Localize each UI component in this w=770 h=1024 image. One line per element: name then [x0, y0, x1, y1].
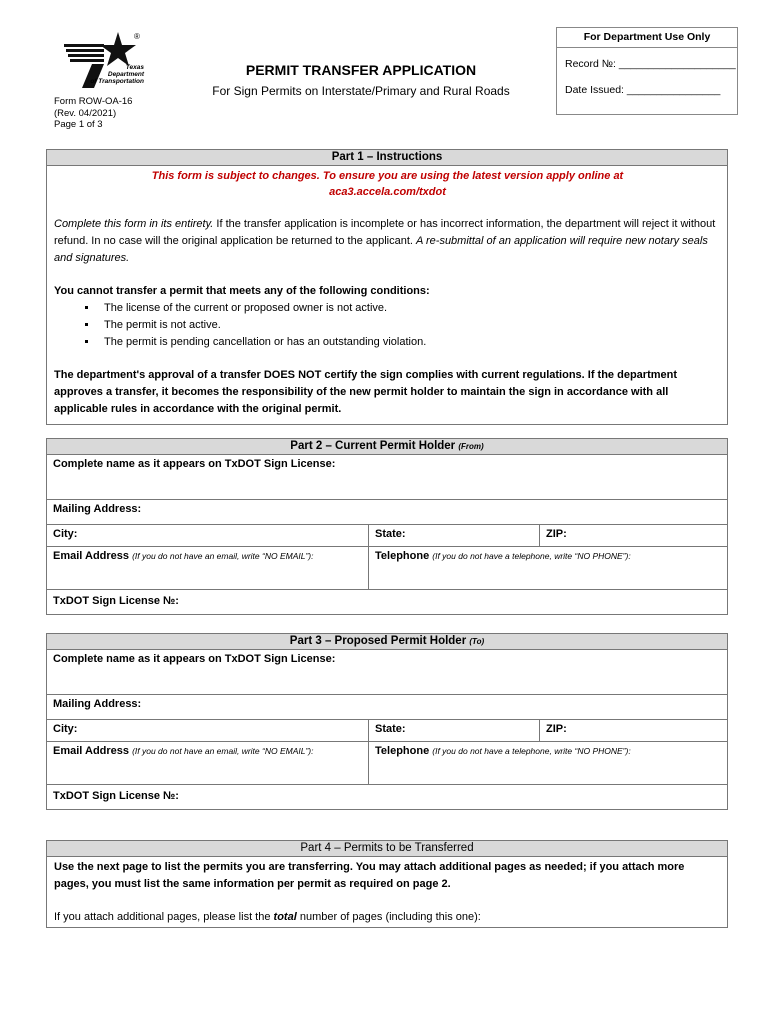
list-item: ▪ The permit is pending cancellation or has an outstanding violation. [98, 334, 721, 351]
current-email-field[interactable] [47, 547, 368, 589]
part3-hint: (To) [469, 637, 485, 646]
current-mailing-row [47, 500, 727, 525]
trademark-symbol: ® [134, 32, 140, 41]
total-pages-text-end: number of pages (including this one): [296, 911, 481, 923]
current-state-field[interactable]: State: [368, 525, 539, 546]
total-pages-text: If you attach additional pages, please list the [54, 911, 274, 923]
org-line-2: Department [107, 71, 144, 78]
form-identifier [54, 96, 132, 131]
proposed-license-row [47, 785, 727, 809]
part2-current-holder [46, 438, 728, 615]
proposed-mailing-field[interactable]: Mailing Address: [53, 698, 142, 710]
part3-heading [47, 634, 727, 650]
part3-proposed-holder [46, 633, 728, 810]
proposed-name-field[interactable]: Complete name as it appears on TxDOT Sign License: [53, 653, 336, 665]
current-city-row [47, 525, 727, 547]
phone-label: Telephone [375, 550, 430, 562]
part3-title: Part 3 – Proposed Permit Holder [289, 635, 467, 647]
part4-heading: Part 4 – Permits to be Transferred [47, 841, 727, 857]
proposed-city-field[interactable]: City: [53, 723, 78, 735]
current-contact-row [47, 547, 727, 590]
part1-instructions [46, 149, 728, 425]
resubmittal-note: A re-submittal of an application will require new notary seals and signatures. [54, 235, 708, 264]
phone-label: Telephone [375, 745, 430, 757]
current-zip-field[interactable]: ZIP: [539, 525, 727, 546]
department-use-heading: For Department Use Only [557, 28, 737, 48]
page-indicator: Page 1 of 3 [54, 119, 103, 130]
form-number: Form ROW-OA-16 [54, 96, 133, 107]
form-revision: (Rev. 04/2021) [54, 107, 117, 119]
phone-hint: (If you do not have a telephone, write “NO PHONE”): [432, 746, 631, 756]
phone-hint: (If you do not have a telephone, write “NO PHONE”): [432, 551, 631, 561]
proposed-state-field[interactable]: State: [368, 720, 539, 741]
part2-hint: (From) [458, 442, 484, 451]
version-notice-line1: This form is subject to changes. To ensure you are using the latest version apply online at [151, 170, 624, 182]
org-line-3: of Transportation [90, 78, 144, 85]
current-phone-field[interactable] [368, 547, 727, 589]
current-license-row [47, 590, 727, 614]
page-title: PERMIT TRANSFER APPLICATION [245, 62, 477, 78]
completion-emphasis: Complete this form in its entirety. [54, 218, 214, 230]
proposed-email-field[interactable] [47, 742, 368, 784]
version-notice [54, 168, 721, 200]
page-subtitle: For Sign Permits on Interstate/Primary and Rural Roads [212, 84, 510, 98]
total-pages-field[interactable] [54, 909, 721, 926]
completion-text: If the transfer application is incomplete or has incorrect information, the department will reject it without refund. In no case will the original application be returned to the applicant. [54, 218, 716, 247]
record-number-field[interactable]: Record №: ____________________ [565, 58, 736, 70]
current-mailing-field[interactable]: Mailing Address: [53, 503, 142, 515]
part4-instruction: Use the next page to list the permits you are transferring. You may attach additional pages as needed; if you attach more pages, you must list the same information per permit as required on page 2. [54, 861, 685, 890]
proposed-city-row [47, 720, 727, 742]
email-label: Email Address [53, 550, 130, 562]
org-line-1: Texas [125, 64, 144, 71]
current-license-field[interactable]: TxDOT Sign License №: [53, 595, 179, 607]
part2-heading [47, 439, 727, 455]
version-notice-url[interactable]: aca3.accela.com/txdot [329, 186, 446, 198]
conditions-heading: You cannot transfer a permit that meets any of the following conditions: [54, 285, 430, 297]
completion-paragraph [54, 216, 721, 267]
approval-note: The department's approval of a transfer DOES NOT certify the sign complies with current regulations. If the department approves a transfer, it becomes the responsibility of the new permit holder to maintain the sign in accordance with all applicable rules in accordance with the original permit. [54, 369, 678, 415]
total-emphasis: total [273, 911, 297, 923]
title-block [182, 62, 540, 98]
email-hint: (If you do not have an email, write “NO EMAIL”): [132, 746, 314, 756]
proposed-zip-field[interactable]: ZIP: [539, 720, 727, 741]
org-name [82, 64, 144, 85]
list-item: ▪ The license of the current or proposed owner is not active. [98, 300, 721, 317]
txdot-logo [56, 30, 148, 92]
proposed-contact-row [47, 742, 727, 785]
part2-title: Part 2 – Current Permit Holder [290, 440, 456, 452]
conditions-list [54, 300, 721, 351]
email-label: Email Address [53, 745, 130, 757]
email-hint: (If you do not have an email, write “NO EMAIL”): [132, 551, 314, 561]
proposed-mailing-row [47, 695, 727, 720]
current-name-row [47, 455, 727, 500]
department-use-box [556, 27, 738, 115]
proposed-license-field[interactable]: TxDOT Sign License №: [53, 790, 179, 802]
date-issued-field[interactable]: Date Issued: ________________ [565, 84, 721, 96]
part1-heading: Part 1 – Instructions [47, 150, 727, 166]
current-name-field[interactable]: Complete name as it appears on TxDOT Sign License: [53, 458, 336, 470]
proposed-phone-field[interactable] [368, 742, 727, 784]
current-city-field[interactable]: City: [53, 528, 78, 540]
part4-permits [46, 840, 728, 928]
list-item: ▪ The permit is not active. [98, 317, 721, 334]
proposed-name-row [47, 650, 727, 695]
